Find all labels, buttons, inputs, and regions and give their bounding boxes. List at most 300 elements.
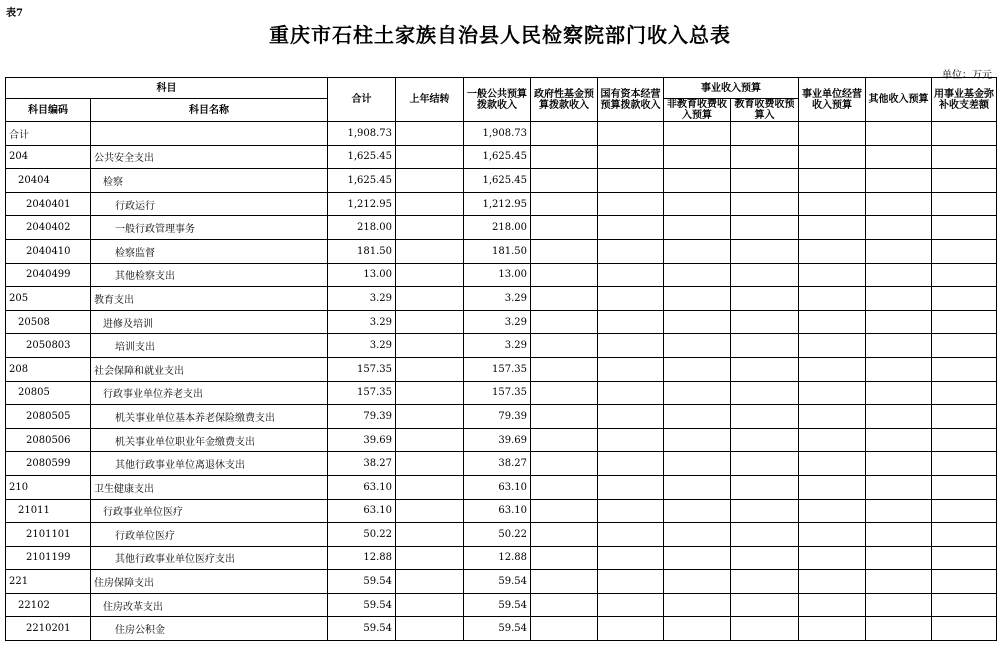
cell-total: 13.00 <box>328 263 396 287</box>
cell-gov-fund <box>531 239 598 263</box>
cell-non-edu-fee <box>664 428 731 452</box>
cell-code: 221 <box>6 570 91 594</box>
unit-label: 单位：万元 <box>942 70 992 81</box>
cell-non-edu-fee <box>664 263 731 287</box>
cell-other-income <box>866 334 932 358</box>
cell-other-income <box>866 239 932 263</box>
cell-business-income <box>799 617 866 641</box>
cell-fund-balance <box>932 405 997 429</box>
table-row <box>6 499 997 523</box>
header-business-income: 事业单位经营收入预算 <box>799 78 866 122</box>
cell-non-edu-fee <box>664 546 731 570</box>
cell-non-edu-fee <box>664 617 731 641</box>
cell-gov-fund <box>531 546 598 570</box>
cell-gov-fund <box>531 263 598 287</box>
cell-edu-fee <box>731 499 799 523</box>
cell-business-income <box>799 523 866 547</box>
cell-general-budget: 59.54 <box>464 617 531 641</box>
table-row <box>6 192 997 216</box>
cell-fund-balance <box>932 570 997 594</box>
cell-carryover <box>396 310 464 334</box>
cell-other-income <box>866 216 932 240</box>
cell-fund-balance <box>932 239 997 263</box>
cell-code: 20805 <box>6 381 91 405</box>
cell-code: 2040402 <box>6 216 91 240</box>
table-row <box>6 357 997 381</box>
cell-total: 1,212.95 <box>328 192 396 216</box>
cell-name: 行政事业单位医疗 <box>91 499 328 523</box>
cell-state-capital <box>598 239 664 263</box>
table-row <box>6 593 997 617</box>
cell-non-edu-fee <box>664 523 731 547</box>
header-total: 合计 <box>328 78 396 122</box>
cell-gov-fund <box>531 357 598 381</box>
cell-non-edu-fee <box>664 192 731 216</box>
cell-total: 181.50 <box>328 239 396 263</box>
cell-state-capital <box>598 216 664 240</box>
cell-general-budget: 1,212.95 <box>464 192 531 216</box>
table-row <box>6 428 997 452</box>
cell-fund-balance <box>932 310 997 334</box>
cell-name: 其他检察支出 <box>91 263 328 287</box>
cell-fund-balance <box>932 192 997 216</box>
cell-state-capital <box>598 452 664 476</box>
cell-other-income <box>866 405 932 429</box>
cell-fund-balance <box>932 593 997 617</box>
cell-general-budget: 218.00 <box>464 216 531 240</box>
cell-carryover <box>396 475 464 499</box>
cell-other-income <box>866 570 932 594</box>
cell-code: 2080505 <box>6 405 91 429</box>
cell-carryover <box>396 593 464 617</box>
cell-business-income <box>799 287 866 311</box>
cell-carryover <box>396 216 464 240</box>
cell-business-income <box>799 452 866 476</box>
cell-name: 检察监督 <box>91 239 328 263</box>
cell-carryover <box>396 452 464 476</box>
cell-business-income <box>799 334 866 358</box>
cell-carryover <box>396 381 464 405</box>
table-row <box>6 169 997 193</box>
cell-state-capital <box>598 381 664 405</box>
cell-gov-fund <box>531 169 598 193</box>
cell-code: 210 <box>6 475 91 499</box>
cell-business-income <box>799 192 866 216</box>
cell-name: 其他行政事业单位离退休支出 <box>91 452 328 476</box>
cell-general-budget: 181.50 <box>464 239 531 263</box>
table-row <box>6 263 997 287</box>
document-title: 重庆市石柱土家族自治县人民检察院部门收入总表 <box>269 23 731 47</box>
cell-code: 2040410 <box>6 239 91 263</box>
table-row <box>6 122 997 146</box>
cell-total: 63.10 <box>328 475 396 499</box>
cell-code: 2080599 <box>6 452 91 476</box>
cell-carryover <box>396 169 464 193</box>
table-row <box>6 546 997 570</box>
cell-total: 1,625.45 <box>328 145 396 169</box>
header-career-income: 事业收入预算 <box>664 78 799 99</box>
cell-gov-fund <box>531 499 598 523</box>
table-row <box>6 239 997 263</box>
table-row <box>6 310 997 334</box>
cell-gov-fund <box>531 617 598 641</box>
cell-non-edu-fee <box>664 145 731 169</box>
header-edu-fee: 教育收费收预算入 <box>731 99 799 122</box>
cell-non-edu-fee <box>664 593 731 617</box>
cell-general-budget: 1,908.73 <box>464 122 531 146</box>
cell-business-income <box>799 263 866 287</box>
cell-non-edu-fee <box>664 169 731 193</box>
cell-total: 59.54 <box>328 617 396 641</box>
cell-name: 机关事业单位职业年金缴费支出 <box>91 428 328 452</box>
cell-other-income <box>866 381 932 405</box>
cell-fund-balance <box>932 428 997 452</box>
cell-total: 157.35 <box>328 381 396 405</box>
header-other-income: 其他收入预算 <box>866 78 932 122</box>
cell-non-edu-fee <box>664 310 731 334</box>
cell-edu-fee <box>731 475 799 499</box>
cell-general-budget: 3.29 <box>464 287 531 311</box>
cell-non-edu-fee <box>664 357 731 381</box>
cell-gov-fund <box>531 192 598 216</box>
cell-gov-fund <box>531 523 598 547</box>
cell-edu-fee <box>731 145 799 169</box>
cell-fund-balance <box>932 263 997 287</box>
cell-gov-fund <box>531 334 598 358</box>
cell-gov-fund <box>531 452 598 476</box>
cell-name: 培训支出 <box>91 334 328 358</box>
cell-other-income <box>866 452 932 476</box>
table-row <box>6 381 997 405</box>
cell-fund-balance <box>932 523 997 547</box>
cell-total: 1,625.45 <box>328 169 396 193</box>
cell-carryover <box>396 617 464 641</box>
cell-state-capital <box>598 357 664 381</box>
cell-business-income <box>799 357 866 381</box>
cell-gov-fund <box>531 475 598 499</box>
cell-carryover <box>396 239 464 263</box>
cell-other-income <box>866 145 932 169</box>
cell-business-income <box>799 239 866 263</box>
cell-total: 50.22 <box>328 523 396 547</box>
cell-fund-balance <box>932 216 997 240</box>
cell-code: 22102 <box>6 593 91 617</box>
cell-gov-fund <box>531 570 598 594</box>
cell-fund-balance <box>932 546 997 570</box>
cell-total: 3.29 <box>328 310 396 334</box>
cell-other-income <box>866 357 932 381</box>
cell-gov-fund <box>531 428 598 452</box>
cell-edu-fee <box>731 617 799 641</box>
header-code: 科目编码 <box>6 99 91 122</box>
cell-other-income <box>866 523 932 547</box>
cell-gov-fund <box>531 216 598 240</box>
cell-code: 204 <box>6 145 91 169</box>
cell-code: 2040499 <box>6 263 91 287</box>
cell-other-income <box>866 310 932 334</box>
cell-other-income <box>866 617 932 641</box>
table-row <box>6 570 997 594</box>
cell-general-budget: 63.10 <box>464 499 531 523</box>
cell-other-income <box>866 593 932 617</box>
cell-total: 1,908.73 <box>328 122 396 146</box>
cell-other-income <box>866 546 932 570</box>
cell-other-income <box>866 169 932 193</box>
table-row <box>6 145 997 169</box>
cell-business-income <box>799 169 866 193</box>
cell-business-income <box>799 405 866 429</box>
cell-general-budget: 1,625.45 <box>464 169 531 193</box>
cell-carryover <box>396 334 464 358</box>
cell-general-budget: 50.22 <box>464 523 531 547</box>
cell-fund-balance <box>932 122 997 146</box>
cell-total: 3.29 <box>328 334 396 358</box>
cell-edu-fee <box>731 570 799 594</box>
table-row <box>6 452 997 476</box>
header-subject: 科目 <box>6 78 328 99</box>
cell-edu-fee <box>731 593 799 617</box>
cell-fund-balance <box>932 145 997 169</box>
cell-general-budget: 59.54 <box>464 570 531 594</box>
cell-name: 教育支出 <box>91 287 328 311</box>
cell-carryover <box>396 570 464 594</box>
cell-general-budget: 1,625.45 <box>464 145 531 169</box>
header-fund-balance: 用事业基金弥补收支差额 <box>932 78 997 122</box>
cell-state-capital <box>598 475 664 499</box>
cell-state-capital <box>598 617 664 641</box>
cell-state-capital <box>598 405 664 429</box>
table-row <box>6 475 997 499</box>
table-row <box>6 216 997 240</box>
cell-state-capital <box>598 122 664 146</box>
cell-edu-fee <box>731 334 799 358</box>
cell-state-capital <box>598 145 664 169</box>
cell-non-edu-fee <box>664 239 731 263</box>
cell-business-income <box>799 310 866 334</box>
cell-carryover <box>396 499 464 523</box>
cell-code: 205 <box>6 287 91 311</box>
cell-code: 2101199 <box>6 546 91 570</box>
cell-edu-fee <box>731 546 799 570</box>
cell-non-edu-fee <box>664 122 731 146</box>
cell-non-edu-fee <box>664 216 731 240</box>
header-carryover: 上年结转 <box>396 78 464 122</box>
cell-edu-fee <box>731 452 799 476</box>
cell-state-capital <box>598 287 664 311</box>
cell-edu-fee <box>731 192 799 216</box>
cell-code: 2210201 <box>6 617 91 641</box>
cell-fund-balance <box>932 169 997 193</box>
cell-non-edu-fee <box>664 405 731 429</box>
cell-carryover <box>396 287 464 311</box>
cell-total: 218.00 <box>328 216 396 240</box>
cell-edu-fee <box>731 287 799 311</box>
cell-name: 住房改革支出 <box>91 593 328 617</box>
cell-state-capital <box>598 263 664 287</box>
cell-non-edu-fee <box>664 381 731 405</box>
header-name: 科目名称 <box>91 99 328 122</box>
header-state-capital: 国有资本经营预算拨款收入 <box>598 78 664 122</box>
cell-general-budget: 59.54 <box>464 593 531 617</box>
cell-general-budget: 157.35 <box>464 381 531 405</box>
cell-state-capital <box>598 192 664 216</box>
cell-general-budget: 39.69 <box>464 428 531 452</box>
cell-fund-balance <box>932 475 997 499</box>
cell-gov-fund <box>531 310 598 334</box>
cell-gov-fund <box>531 405 598 429</box>
cell-name: 一般行政管理事务 <box>91 216 328 240</box>
cell-other-income <box>866 287 932 311</box>
cell-business-income <box>799 216 866 240</box>
cell-code: 20508 <box>6 310 91 334</box>
cell-edu-fee <box>731 310 799 334</box>
cell-other-income <box>866 475 932 499</box>
cell-business-income <box>799 122 866 146</box>
cell-general-budget: 79.39 <box>464 405 531 429</box>
header-non-edu-fee: 非教育收费收入预算 <box>664 99 731 122</box>
cell-edu-fee <box>731 405 799 429</box>
cell-business-income <box>799 428 866 452</box>
cell-carryover <box>396 192 464 216</box>
table-row <box>6 523 997 547</box>
cell-name: 公共安全支出 <box>91 145 328 169</box>
cell-business-income <box>799 145 866 169</box>
table-row <box>6 287 997 311</box>
cell-state-capital <box>598 310 664 334</box>
cell-edu-fee <box>731 523 799 547</box>
cell-gov-fund <box>531 381 598 405</box>
cell-non-edu-fee <box>664 334 731 358</box>
cell-other-income <box>866 192 932 216</box>
cell-name <box>91 122 328 146</box>
table-body <box>6 122 997 641</box>
cell-carryover <box>396 357 464 381</box>
cell-other-income <box>866 122 932 146</box>
cell-non-edu-fee <box>664 452 731 476</box>
cell-edu-fee <box>731 381 799 405</box>
cell-business-income <box>799 546 866 570</box>
cell-total: 157.35 <box>328 357 396 381</box>
cell-general-budget: 3.29 <box>464 310 531 334</box>
cell-general-budget: 157.35 <box>464 357 531 381</box>
cell-business-income <box>799 593 866 617</box>
cell-business-income <box>799 475 866 499</box>
cell-non-edu-fee <box>664 570 731 594</box>
income-summary-table <box>5 77 997 641</box>
cell-name: 其他行政事业单位医疗支出 <box>91 546 328 570</box>
cell-state-capital <box>598 169 664 193</box>
cell-carryover <box>396 122 464 146</box>
cell-business-income <box>799 499 866 523</box>
cell-fund-balance <box>932 287 997 311</box>
table-row <box>6 405 997 429</box>
cell-general-budget: 12.88 <box>464 546 531 570</box>
cell-edu-fee <box>731 428 799 452</box>
cell-name: 行政单位医疗 <box>91 523 328 547</box>
cell-name: 进修及培训 <box>91 310 328 334</box>
cell-code: 2050803 <box>6 334 91 358</box>
cell-code: 2080506 <box>6 428 91 452</box>
cell-gov-fund <box>531 122 598 146</box>
cell-name: 行政运行 <box>91 192 328 216</box>
cell-carryover <box>396 428 464 452</box>
cell-total: 39.69 <box>328 428 396 452</box>
cell-state-capital <box>598 499 664 523</box>
cell-carryover <box>396 405 464 429</box>
table-row <box>6 617 997 641</box>
cell-total: 63.10 <box>328 499 396 523</box>
cell-code: 21011 <box>6 499 91 523</box>
table-row <box>6 334 997 358</box>
cell-edu-fee <box>731 122 799 146</box>
cell-total: 12.88 <box>328 546 396 570</box>
cell-non-edu-fee <box>664 475 731 499</box>
cell-general-budget: 38.27 <box>464 452 531 476</box>
cell-total: 38.27 <box>328 452 396 476</box>
cell-name: 机关事业单位基本养老保险缴费支出 <box>91 405 328 429</box>
cell-fund-balance <box>932 617 997 641</box>
cell-name: 行政事业单位养老支出 <box>91 381 328 405</box>
cell-code: 2040401 <box>6 192 91 216</box>
cell-total: 59.54 <box>328 570 396 594</box>
cell-carryover <box>396 145 464 169</box>
cell-name: 住房保障支出 <box>91 570 328 594</box>
cell-other-income <box>866 263 932 287</box>
cell-state-capital <box>598 570 664 594</box>
cell-code: 2101101 <box>6 523 91 547</box>
cell-name: 社会保障和就业支出 <box>91 357 328 381</box>
cell-gov-fund <box>531 145 598 169</box>
cell-fund-balance <box>932 452 997 476</box>
cell-state-capital <box>598 428 664 452</box>
cell-edu-fee <box>731 357 799 381</box>
header-general-budget: 一般公共预算拨款收入 <box>464 78 531 122</box>
cell-fund-balance <box>932 334 997 358</box>
cell-state-capital <box>598 546 664 570</box>
cell-carryover <box>396 263 464 287</box>
cell-carryover <box>396 523 464 547</box>
cell-state-capital <box>598 334 664 358</box>
cell-other-income <box>866 499 932 523</box>
cell-edu-fee <box>731 263 799 287</box>
header-gov-fund: 政府性基金预算拨款收入 <box>531 78 598 122</box>
cell-business-income <box>799 381 866 405</box>
cell-business-income <box>799 570 866 594</box>
cell-fund-balance <box>932 381 997 405</box>
cell-edu-fee <box>731 169 799 193</box>
cell-state-capital <box>598 523 664 547</box>
table-number: 表7 <box>6 8 23 19</box>
cell-other-income <box>866 428 932 452</box>
cell-total: 3.29 <box>328 287 396 311</box>
cell-name: 住房公积金 <box>91 617 328 641</box>
cell-general-budget: 63.10 <box>464 475 531 499</box>
cell-fund-balance <box>932 499 997 523</box>
cell-name: 卫生健康支出 <box>91 475 328 499</box>
cell-edu-fee <box>731 239 799 263</box>
cell-non-edu-fee <box>664 287 731 311</box>
cell-total: 59.54 <box>328 593 396 617</box>
cell-gov-fund <box>531 593 598 617</box>
cell-code: 20404 <box>6 169 91 193</box>
cell-edu-fee <box>731 216 799 240</box>
cell-carryover <box>396 546 464 570</box>
cell-state-capital <box>598 593 664 617</box>
cell-code: 208 <box>6 357 91 381</box>
cell-name: 检察 <box>91 169 328 193</box>
cell-gov-fund <box>531 287 598 311</box>
cell-fund-balance <box>932 357 997 381</box>
